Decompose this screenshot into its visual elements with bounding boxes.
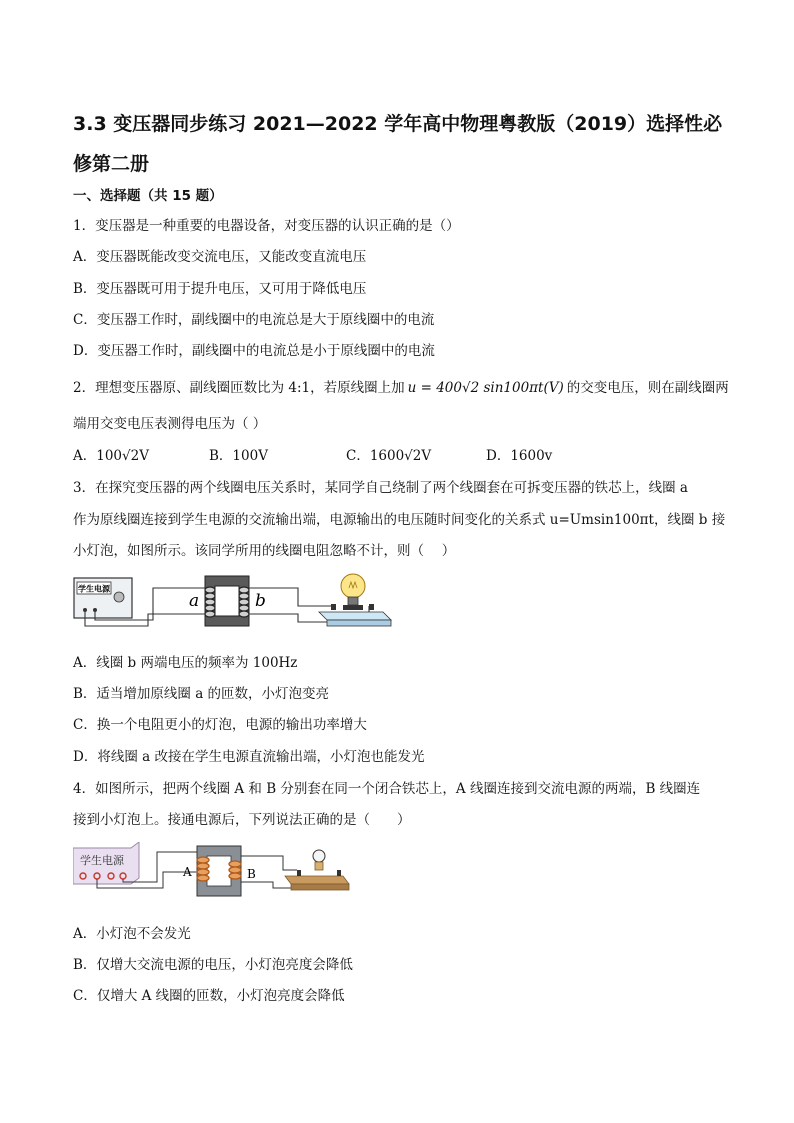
question-2-option-c[interactable]: C．1600√2V [346, 448, 432, 464]
power-supply [74, 578, 132, 618]
question-4-option-a[interactable]: A．小灯泡不会发光 [73, 926, 191, 942]
power-supply [73, 842, 139, 884]
light-bulb-icon [297, 850, 341, 876]
question-1-option-d[interactable]: D．变压器工作时，副线圈中的电流总是小于原线圈中的电流 [73, 343, 435, 359]
document-title: 3.3 变压器同步练习 2021—2022 学年高中物理粤教版（2019）选择性必修第二册 [73, 113, 723, 175]
question-3-option-a[interactable]: A．线圈 b 两端电压的频率为 100Hz [73, 655, 298, 671]
question-1-stem: 1．变压器是一种重要的电器设备，对变压器的认识正确的是（） [73, 218, 460, 234]
question-2-stem-part-2: 的交变电压，则在副线圈两 [566, 380, 729, 396]
question-3-option-d[interactable]: D．将线圈 a 改接在学生电源直流输出端，小灯泡也能发光 [73, 749, 425, 765]
question-2-stem-part-1: 2．理想变压器原、副线圈匝数比为 4:1，若原线圈上加 [73, 380, 405, 396]
question-1-option-b[interactable]: B．变压器既可用于提升电压，又可用于降低电压 [73, 281, 367, 297]
knob-icon [114, 592, 124, 602]
power-supply-label: 学生电源 [78, 584, 110, 594]
coil-a-label: A [183, 865, 192, 879]
coil-b-label: B [247, 867, 256, 881]
section-heading: 一、选择题（共 15 题） [73, 188, 223, 204]
question-2-stem-line-2: 端用交变电压表测得电压为（ ） [73, 416, 267, 432]
question-4-option-c[interactable]: C．仅增大 A 线圈的匝数，小灯泡亮度会降低 [73, 988, 345, 1004]
question-1-option-a[interactable]: A．变压器既能改变交流电压，又能改变直流电压 [73, 249, 367, 265]
question-3-figure [73, 570, 393, 634]
power-supply-label: 学生电源 [80, 854, 124, 867]
question-4-figure [73, 842, 353, 900]
question-2-stem [73, 378, 729, 398]
question-2-option-a[interactable]: A．100√2V [73, 448, 149, 464]
question-2-option-d[interactable]: D．1600v [486, 448, 553, 464]
question-4-stem-line-1: 4．如图所示，把两个线圈 A 和 B 分别套在同一个闭合铁芯上，A 线圈连接到交流电源的两端，B 线圈连 [73, 781, 701, 797]
question-3-stem-line-2: 作为原线圈连接到学生电源的交流输出端，电源输出的电压随时间变化的关系式 u=Umsin100πt，线圈 b 接 [73, 512, 726, 528]
question-4-option-b[interactable]: B．仅增大交流电源的电压，小灯泡亮度会降低 [73, 957, 353, 973]
question-1-option-c[interactable]: C．变压器工作时，副线圈中的电流总是大于原线圈中的电流 [73, 312, 435, 328]
light-bulb-icon [331, 574, 374, 610]
question-3-option-c[interactable]: C．换一个电阻更小的灯泡，电源的输出功率增大 [73, 717, 367, 733]
question-4-stem-line-2: 接到小灯泡上。接通电源后，下列说法正确的是（ ） [73, 812, 411, 828]
coil-b-label: b [255, 591, 266, 611]
question-3-stem-line-1: 3．在探究变压器的两个线圈电压关系时，某同学自己绕制了两个线圈套在可拆变压器的铁芯上，线圈 a [73, 480, 688, 496]
question-2-formula: u = 400√2 sin100πt(V) [407, 380, 564, 396]
question-3-stem-line-3: 小灯泡，如图所示。该同学所用的线圈电阻忽略不计，则（ ） [73, 543, 456, 559]
question-2-option-b[interactable]: B．100V [209, 448, 268, 464]
coil-a-label: a [189, 591, 200, 611]
question-3-option-b[interactable]: B．适当增加原线圈 a 的匝数，小灯泡变亮 [73, 686, 330, 702]
